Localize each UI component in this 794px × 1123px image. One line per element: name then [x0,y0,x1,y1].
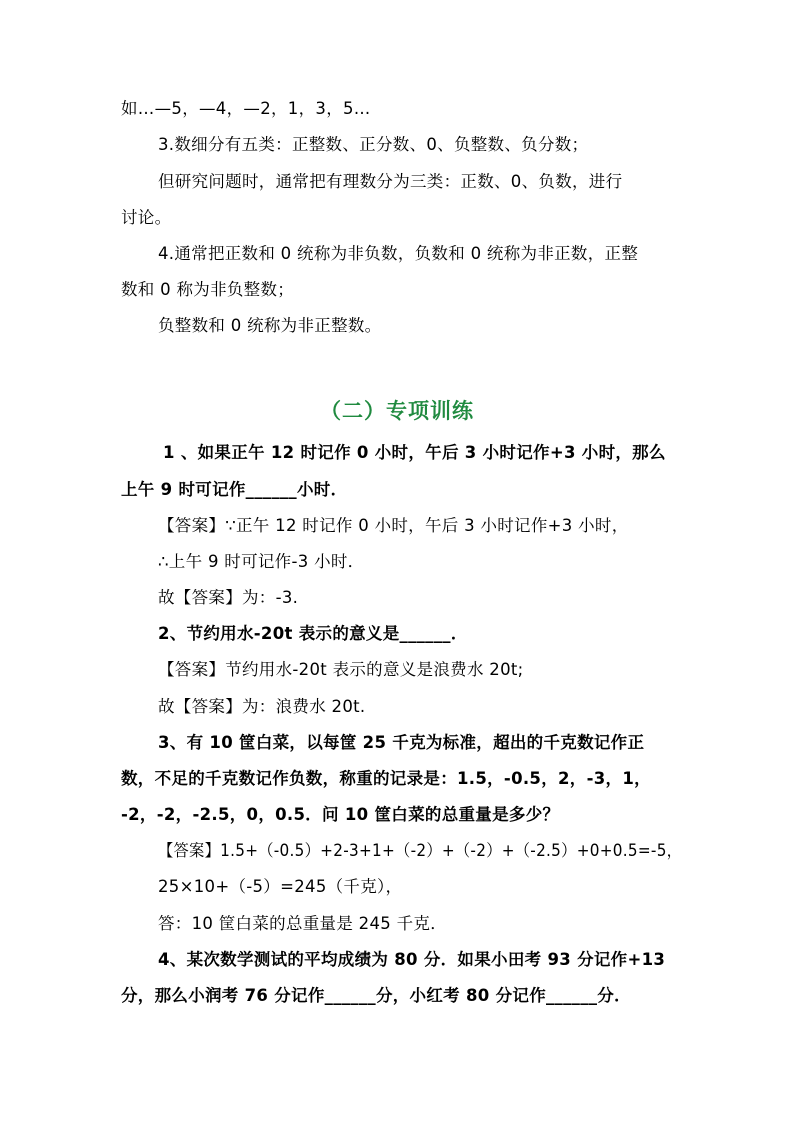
question-2-line-1: 2、节约用水-20t 表示的意义是______． [158,624,468,643]
question-4-line-1: 4、某次数学测试的平均成绩为 80 分．如果小田考 93 分记作+13 [158,950,666,969]
answer-2-line-2: 故【答案】为：浪费水 20t. [158,697,366,716]
theory-line-4: 讨论。 [121,208,172,227]
section-title: （二）专项训练 [320,399,474,423]
theory-line-3: 但研究问题时，通常把有理数分为三类：正数、0、负数，进行 [158,172,623,191]
answer-3-line-3: 答：10 筐白菜的总重量是 245 千克． [158,914,448,933]
question-1-line-1: 1 、如果正午 12 时记作 0 小时，午后 3 小时记作+3 小时，那么 [163,443,666,462]
answer-1-line-1: 【答案】∵正午 12 时记作 0 小时，午后 3 小时记作+3 小时， [158,516,629,535]
answer-3-line-1: 【答案】1.5+（-0.5）+2-3+1+（-2）+（-2）+（-2.5）+0+0.5=-5， [158,841,683,860]
theory-line-2: 3.数细分有五类：正整数、正分数、0、负整数、负分数； [158,135,589,154]
answer-3-line-2: 25×10+（-5）=245（千克）， [158,877,403,896]
answer-1-line-3: 故【答案】为：-3. [158,588,299,607]
answer-2-line-1: 【答案】节约用水-20t 表示的意义是浪费水 20t; [158,660,524,679]
question-3-line-3: -2，-2，-2.5，0，0.5．问 10 筐白菜的总重量是多少？ [121,805,560,824]
question-3-line-1: 3、有 10 筐白菜，以每筐 25 千克为标准，超出的千克数记作正 [158,733,645,752]
question-1-line-2: 上午 9 时可记作______小时． [121,480,348,499]
theory-line-5: 4.通常把正数和 0 统称为非负数，负数和 0 统称为非正数，正整 [158,244,639,263]
answer-1-line-2: ∴上午 9 时可记作-3 小时． [158,552,365,571]
theory-line-1: 如…—5，—4，—2，1，3，5… [121,99,371,118]
question-4-line-2: 分，那么小润考 76 分记作______分，小红考 80 分记作______分． [121,986,631,1005]
theory-line-7: 负整数和 0 统称为非正整数。 [158,316,382,335]
theory-line-6: 数和 0 称为非负整数； [121,280,295,299]
question-3-line-2: 数，不足的千克数记作负数，称重的记录是：1.5，-0.5，2，-3，1， [121,769,651,788]
